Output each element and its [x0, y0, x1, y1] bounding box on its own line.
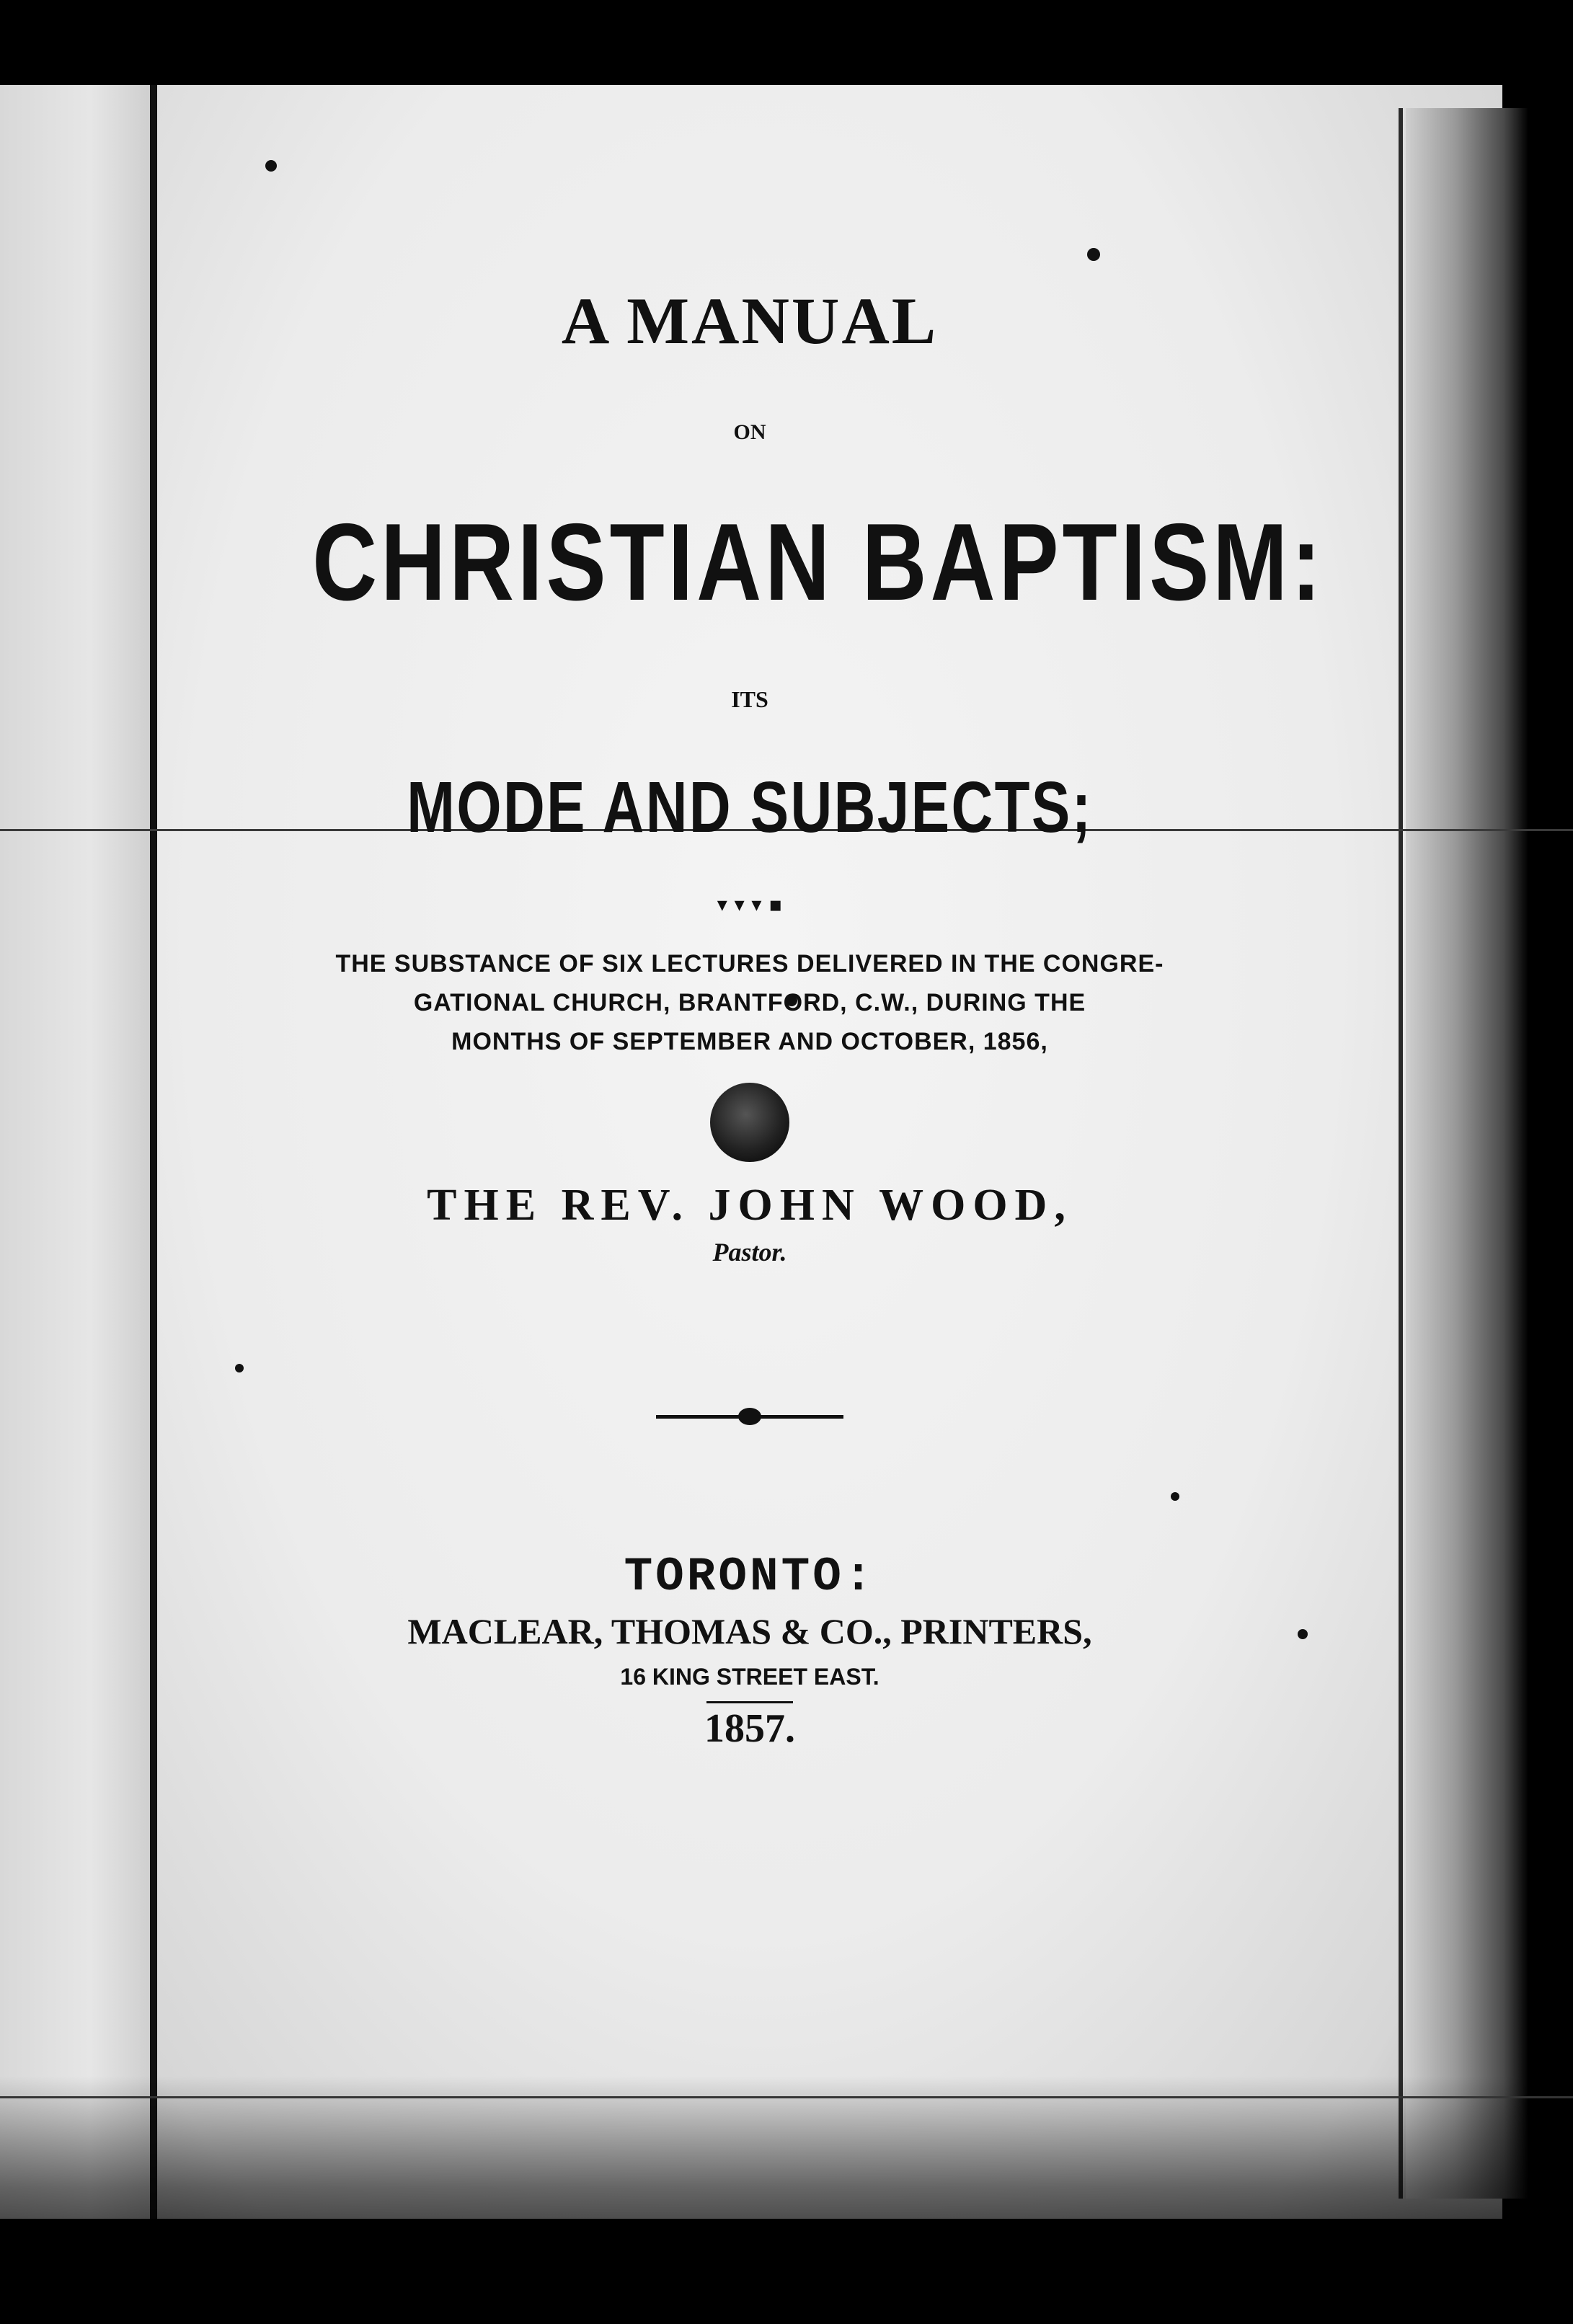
right-page-shadow — [1406, 108, 1528, 2199]
imprint-year: 1857. — [704, 1706, 795, 1751]
ink-speck — [1298, 1629, 1308, 1639]
title-page-text — [216, 274, 1325, 1754]
connector-its: ITS — [731, 686, 768, 712]
author-role: Pastor. — [712, 1238, 787, 1267]
imprint-address: 16 KING STREET EAST. — [620, 1664, 879, 1690]
ornamental-divider — [656, 1407, 843, 1426]
ink-speck — [1087, 248, 1100, 261]
subtitle: MODE AND SUBJECTS; — [407, 767, 1093, 848]
description: THE SUBSTANCE OF SIX LECTURES DELIVERED IN THE CONGRE- GATIONAL CHURCH, BRANTFORD, C.W., DURING THE MONTHS OF SEPTEMBER AND OCTOBER, 1856, — [335, 950, 1164, 1055]
bottom-scan-shadow — [0, 2076, 1573, 2324]
ink-speck — [265, 160, 277, 172]
imprint-printers: MACLEAR, THOMAS & CO., PRINTERS, — [407, 1611, 1092, 1651]
small-ornament: ▾ ▾ ▾ ▪ — [717, 892, 783, 916]
divider-knot — [738, 1408, 761, 1425]
ink-blot — [710, 1083, 789, 1162]
book-heading: A MANUAL — [561, 284, 939, 358]
imprint-city: TORONTO: — [624, 1550, 876, 1604]
binding-fold — [150, 85, 157, 2219]
main-title: CHRISTIAN BAPTISM: — [312, 501, 1325, 624]
connector-on: ON — [733, 420, 766, 444]
page-edge-line — [1399, 108, 1403, 2199]
author-name: THE REV. JOHN WOOD, — [427, 1181, 1073, 1230]
facing-page-edge — [0, 85, 150, 2219]
